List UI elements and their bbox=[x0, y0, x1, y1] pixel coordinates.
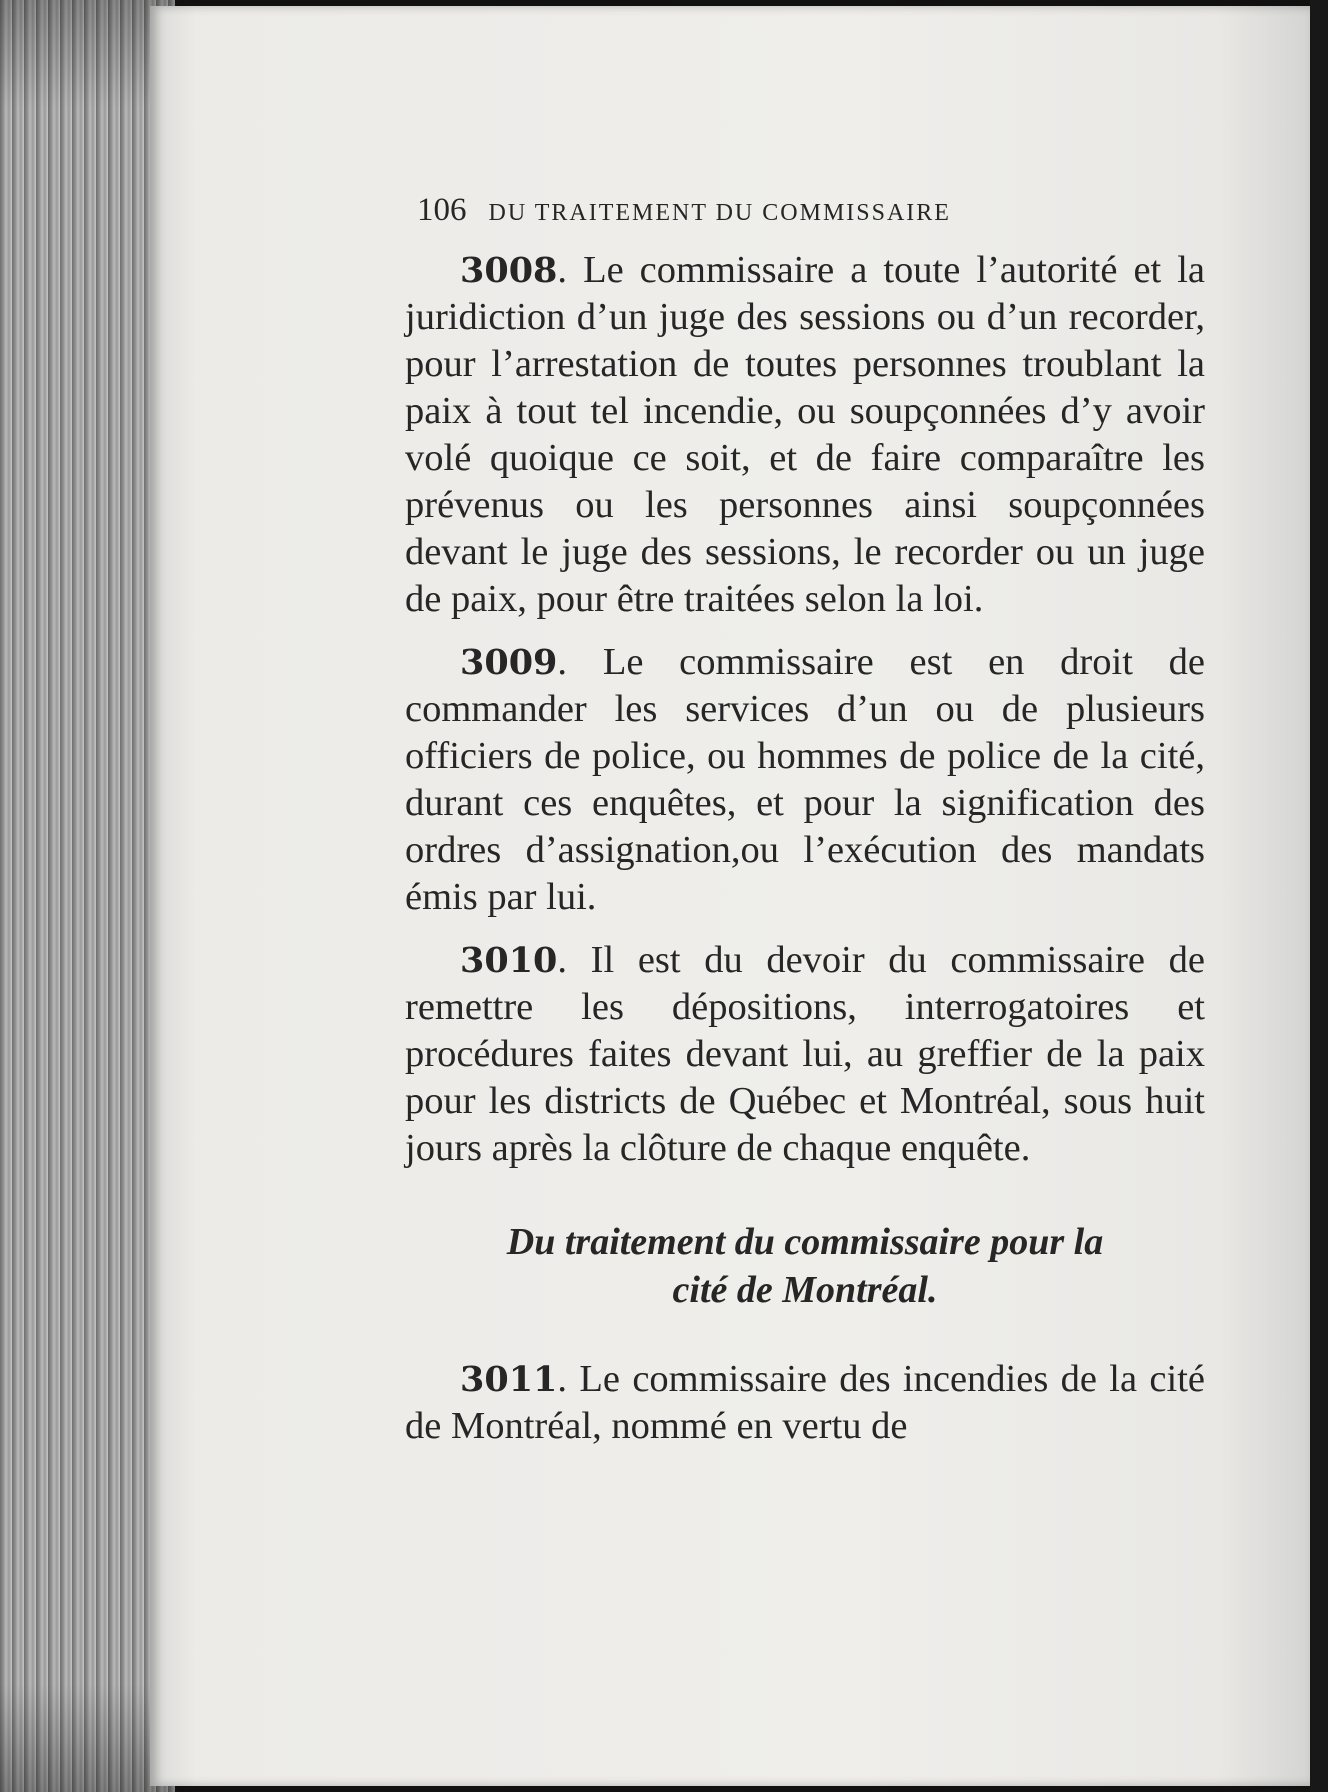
scan-border bbox=[1310, 0, 1328, 1792]
section-heading-line-2: cité de Montréal. bbox=[672, 1269, 938, 1311]
article-text: Il est du devoir du commissaire de remettre les dépositions, interrogatoires et procédures faites devant lui, au greffier de la paix pour les districts de Québec et Montréal, sous huit jours après la clôture de chaque enquête. bbox=[405, 939, 1205, 1169]
section-heading bbox=[405, 1218, 1205, 1314]
running-title: DU TRAITEMENT DU COMMISSAIRE bbox=[488, 200, 951, 226]
article-3009: 3009. Le commissaire est en droit de commander les services d’un ou de plusieurs officiers de police, ou hommes de police de la cité, durant ces enquêtes, et pour la signification des ordres d’assignation,ou l’exécution des mandats émis par lui. bbox=[405, 641, 1205, 918]
article-3010: 3010. Il est du devoir du commissaire de remettre les dépositions, interrogatoires et procédures faites devant lui, au greffier de la paix pour les districts de Québec et Montréal, sous huit jours après la clôture de chaque enquête. bbox=[405, 939, 1205, 1169]
article-text: Le commissaire est en droit de commander les services d’un ou de plusieurs officiers de police, ou hommes de police de la cité, durant ces enquêtes, et pour la signification des ordres d’assignation,ou l’exécution des mandats émis par lui. bbox=[405, 641, 1205, 918]
article-number: 3011 bbox=[460, 1359, 558, 1400]
article-number: 3009 bbox=[460, 642, 558, 683]
page-text bbox=[405, 192, 1205, 1466]
article-number: 3010 bbox=[460, 940, 558, 981]
article-number: 3008 bbox=[460, 250, 558, 291]
section-heading-line-1: Du traitement du commissaire pour la bbox=[506, 1221, 1104, 1263]
page-number: 106 bbox=[417, 192, 467, 228]
running-head bbox=[417, 192, 1205, 229]
article-text: Le commissaire des incendies de la cité de Montréal, nommé en vertu de bbox=[405, 1358, 1205, 1447]
article-text: Le commissaire a toute l’autorité et la juridiction d’un juge des sessions ou d’un recorder, pour l’arrestation de toutes personnes troublant la paix à tout tel incendie, ou soupçonnées d’y avoir volé quoique ce soit, et de faire comparaître les prévenus ou les personnes ainsi soupçonnées devant le juge des sessions, le recorder ou un juge de paix, pour être traitées selon la loi. bbox=[405, 249, 1206, 620]
article-3008: 3008. Le commissaire a toute l’autorité et la juridiction d’un juge des sessions ou d’un recorder, pour l’arrestation de toutes personnes troublant la paix à tout tel incendie, ou soupçonnées d’y avoir volé quoique ce soit, et de faire comparaître les prévenus ou les personnes ainsi soupçonnées devant le juge des sessions, le recorder ou un juge de paix, pour être traitées selon la loi. bbox=[405, 249, 1206, 620]
article-3011: 3011. Le commissaire des incendies de la cité de Montréal, nommé en vertu de bbox=[405, 1358, 1205, 1447]
book-page-edges bbox=[0, 0, 175, 1792]
